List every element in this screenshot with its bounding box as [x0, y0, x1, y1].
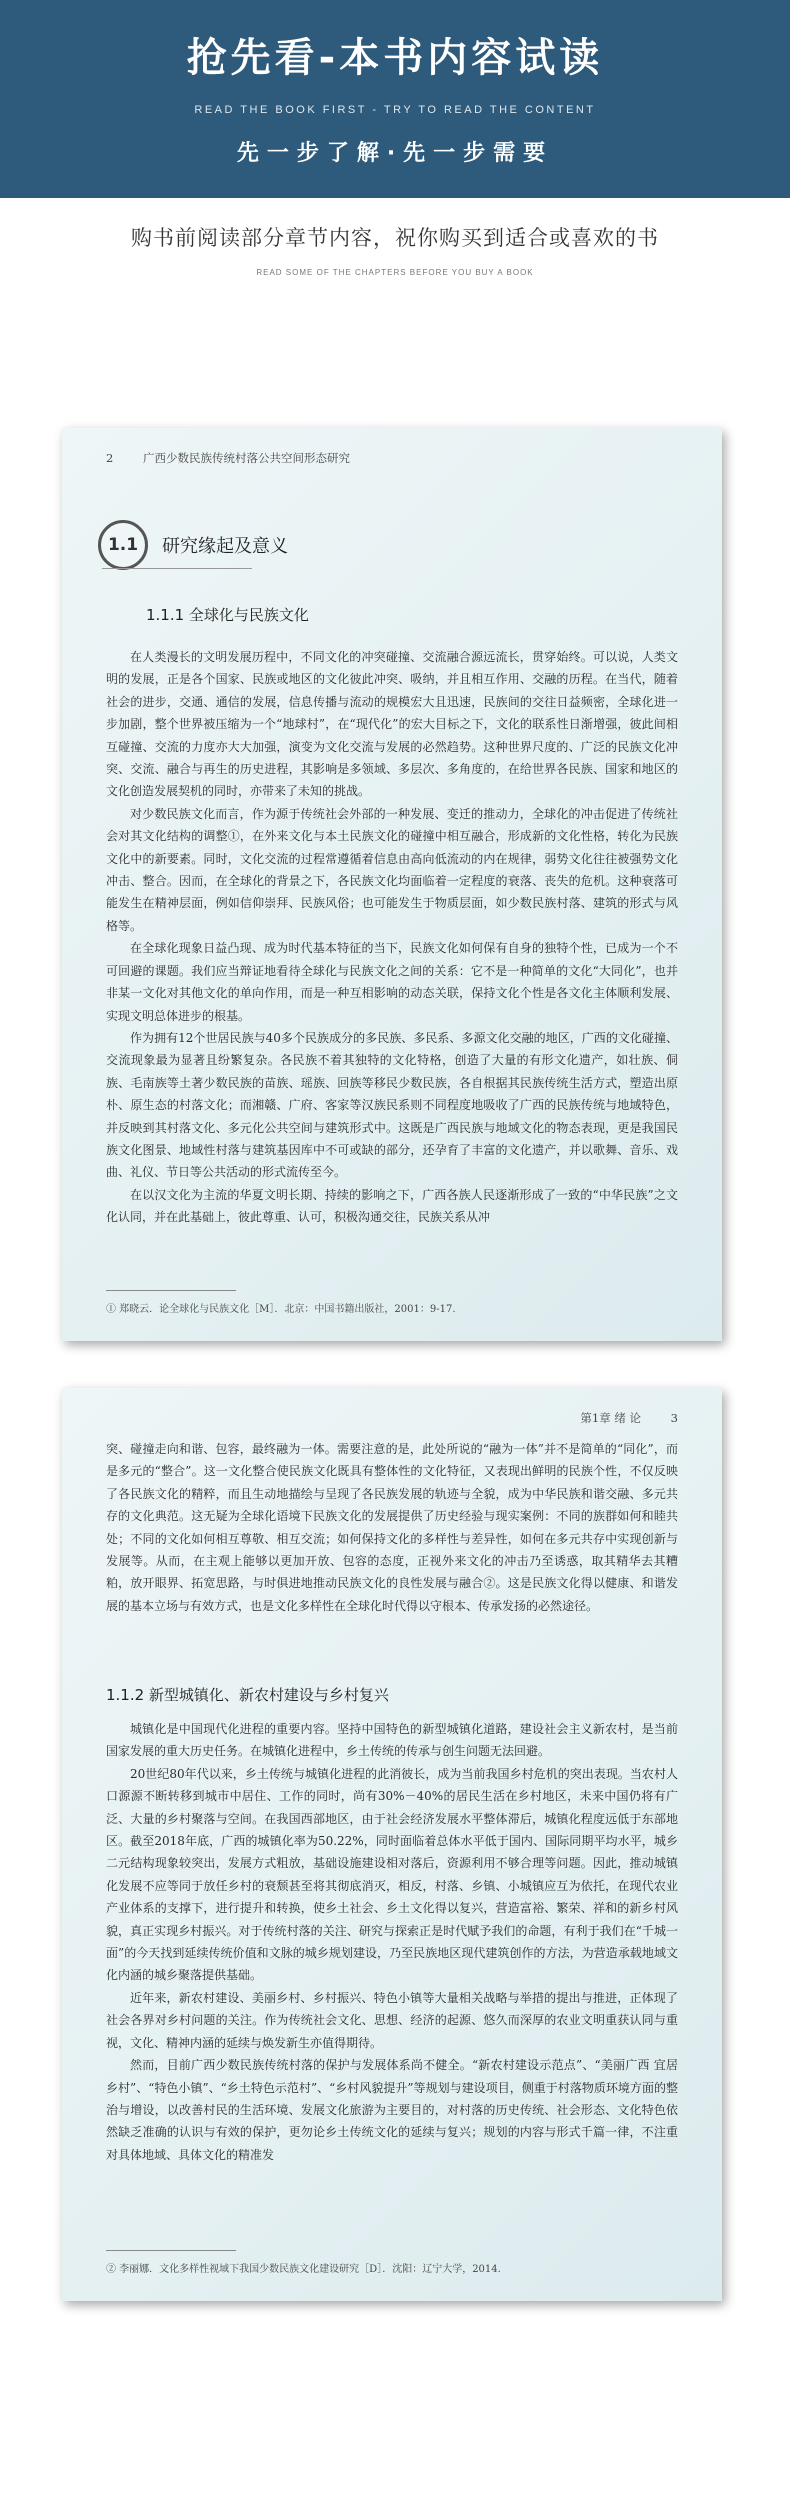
intro-text: 购书前阅读部分章节内容，祝你购买到适合或喜欢的书	[131, 226, 659, 250]
page-number: 3	[670, 1411, 678, 1425]
paragraph: 近年来，新农村建设、美丽乡村、乡村振兴、特色小镇等大量相关战略与举措的提出与推进，正体现了社会各界对乡村问题的关注。作为传统社会文化、思想、经济的起源、悠久而深厚的农业文明重获认同与重视，文化、精神内涵的延续与焕发新生亦值得期待。	[106, 1990, 678, 2050]
paragraph: 作为拥有12个世居民族与40多个民族成分的多民族、多民系、多源文化交融的地区，广西的文化碰撞、交流现象最为显著且纷繁复杂。各民族不着其独特的文化特格，创造了大量的有形文化遗产，如壮族、侗族、毛南族等土著少数民族的苗族、瑶族、回族等移民少数民族，各自根据其民族传统生活方式，塑造出原朴、原生态的村落文化；而湘赣、广府、客家等汉族民系则不同程度地吸收了广西的民族传统与地域特色，并反映到其村落文化、多元化公共空间与建筑形式中。这既是广西民族与地域文化的物态表现，更是我国民族文化图景、地域性村落与建筑基因库中不可或缺的部分，还孕育了丰富的文化遗产，并以歌舞、音乐、戏曲、礼仪、节日等公共活动的形式流传至今。	[106, 1030, 678, 1180]
banner-subtitle-en: READ THE BOOK FIRST - TRY TO READ THE CONTENT	[194, 104, 596, 116]
section-number-badge: 1.1	[98, 520, 148, 570]
paragraph: 然而，目前广西少数民族传统村落的保护与发展体系尚不健全。“新农村建设示范点”、“美丽广西 宜居乡村”、“特色小镇”、“乡土特色示范村”、“乡村风貌提升”等规划与建设项目，侧重于村落物质环境方面的整治与增设，以改善村民的生活环境、发展文化旅游为主要目的，对村落的历史传统、社会形态、文化特色依然缺乏准确的认识与有效的保护，更勿论乡土传统文化的延续与复兴；规划的内容与形式千篇一律，不注重对具体地域、具体文化的精准发	[106, 2058, 678, 2162]
body-text	[106, 646, 678, 1229]
paragraph: 在人类漫长的文明发展历程中，不同文化的冲突碰撞、交流融合源远流长，贯穿始终。可以说，人类文明的发展，正是各个国家、民族或地区的文化彼此冲突、吸纳，并且相互作用、交融的历程。在当代，随着社会的进步，交通、通信的发展，信息传播与流动的规模宏大且迅速，民族间的交往日益频密，全球化进一步加剧，整个世界被压缩为一个“地球村”，在“现代化”的宏大目标之下，文化的联系性日渐增强，彼此间相互碰撞、交流的力度亦大大加强，演变为文化交流与发展的必然趋势。这种世界尺度的、广泛的民族文化冲突、交流、融合与再生的历史进程，其影响是多领域、多层次、多角度的，在给世界各民族、国家和地区的文化创造发展契机的同时，亦带来了未知的挑战。	[106, 650, 678, 799]
paragraph: 在以汉文化为主流的华夏文明长期、持续的影响之下，广西各族人民逐渐形成了一致的“中华民族”之文化认同，并在此基础上，彼此尊重、认可，积极沟通交往，民族关系从冲	[106, 1187, 678, 1225]
intro-text-en: READ SOME OF THE CHAPTERS BEFORE YOU BUY A BOOK	[256, 268, 534, 277]
banner-title: 抢先看-本书内容试读	[186, 35, 604, 81]
body-text-top	[106, 1438, 678, 1617]
section-underline	[102, 568, 252, 569]
subsection-title: 1.1.2 新型城镇化、新农村建设与乡村复兴	[106, 1686, 389, 1704]
footnote: ② 李丽娜．文化多样性视域下我国少数民族文化建设研究［D］．沈阳：辽宁大学，2014.	[106, 2264, 501, 2275]
paragraph: 20世纪80年代以来，乡土传统与城镇化进程的此消彼长，成为当前我国乡村危机的突出表现。当农村人口源源不断转移到城市中居住、工作的同时，尚有30%－40%的居民生活在乡村地区，未来中国仍将有广泛、大量的乡村聚落与空间。在我国西部地区，由于社会经济发展水平整体滞后，城镇化程度远低于东部地区。截至2018年底，广西的城镇化率为50.22%，同时面临着总体水平低于国内、国际同期平均水平，城乡二元结构现象较突出，发展方式粗放，基础设施建设相对落后，资源利用不够合理等问题。因此，推动城镇化发展不应等同于放任乡村的衰颓甚至将其彻底消灭，相反，村落、乡镇、小城镇应互为依托，在现代农业产业体系的支撑下，进行提升和转换，使乡土社会、乡土文化得以复兴，营造富裕、繁荣、祥和的新乡村风貌，真正实现乡村振兴。对于传统村落的关注、研究与探索正是时代赋予我们的命题，有利于我们在“千城一面”的今天找到延续传统价值和文脉的城乡规划建设，乃至民族地区现代建筑创作的方法，为营造承载地域文化内涵的城乡聚落提供基础。	[106, 1766, 678, 1983]
paragraph: 对少数民族文化而言，作为源于传统社会外部的一种发展、变迁的推动力，全球化的冲击促进了传统社会对其文化结构的调整①，在外来文化与本土民族文化的碰撞中相互融合，形成新的文化性格，转化为民族文化中的新要素。同时，文化交流的过程常遵循着信息由高向低流动的内在规律，弱势文化往往被强势文化冲击、整合。因而，在全球化的背景之下，各民族文化均面临着一定程度的衰落、丧失的危机。这种衰落可能发生在精神层面，例如信仰崇拜、民族风俗；也可能发生于物质层面，如少数民族村落、建筑的形式与风格等。	[106, 806, 678, 933]
running-title: 广西少数民族传统村落公共空间形态研究	[142, 451, 350, 465]
footnote-divider	[106, 2250, 236, 2251]
book-page-2	[62, 428, 722, 1341]
section-title: 研究缘起及意义	[162, 536, 288, 557]
paragraph: 突、碰撞走向和谐、包容，最终融为一体。需要注意的是，此处所说的“融为一体”并不是简单的“同化”，而是多元的“整合”。这一文化整合使民族文化既具有整体性的文化特征，又表现出鲜明的民族个性，不仅反映了各民族文化的精粹，而且生动地描绘与呈现了各民族发展的轨迹与全貌，成为中华民族和谐交融、多元共存的文化典范。这无疑为全球化语境下民族文化的发展提供了历史经验与现实案例：不同的族群如何和睦共处；不同的文化如何相互尊敬、相互交流；如何保持文化的多样性与差异性，如何在多元共存中实现创新与发展等。从而，在主观上能够以更加开放、包容的态度，正视外来文化的冲击乃至诱惑，取其精华去其糟粕，放开眼界、拓宽思路，与时俱进地推动民族文化的良性发展与融合②。这是民族文化得以健康、和谐发展的基本立场与有效方式，也是文化多样性在全球化时代得以守根本、传承发扬的必然途径。	[106, 1442, 678, 1613]
paragraph: 在全球化现象日益凸现、成为时代基本特征的当下，民族文化如何保有自身的独特个性，已成为一个不可回避的课题。我们应当辩证地看待全球化与民族文化之间的关系：它不是一种简单的文化“大同化”，也并非某一文化对其他文化的单向作用，而是一种互相影响的动态关联，保持文化个性是各文化主体顺利发展、实现文明总体进步的根基。	[106, 941, 678, 1023]
header-banner	[0, 0, 790, 198]
subsection-title: 1.1.1 全球化与民族文化	[146, 606, 309, 624]
footnote-divider	[106, 1290, 236, 1291]
page-header	[106, 450, 350, 466]
footnote: ① 郑晓云．论全球化与民族文化［M］．北京：中国书籍出版社，2001：9-17.	[106, 1304, 456, 1315]
body-text-bottom	[106, 1718, 678, 2166]
book-page-3	[62, 1388, 722, 2301]
banner-slogan: 先一步了解·先一步需要	[236, 141, 554, 166]
paragraph: 城镇化是中国现代化进程的重要内容。坚持中国特色的新型城镇化道路，建设社会主义新农村，是当前国家发展的重大历史任务。在城镇化进程中，乡土传统的传承与创生问题无法回避。	[106, 1722, 678, 1759]
page-header	[580, 1410, 678, 1426]
section-heading	[98, 520, 718, 570]
running-title: 第1章 绪 论	[580, 1411, 642, 1425]
page-number: 2	[106, 451, 114, 465]
